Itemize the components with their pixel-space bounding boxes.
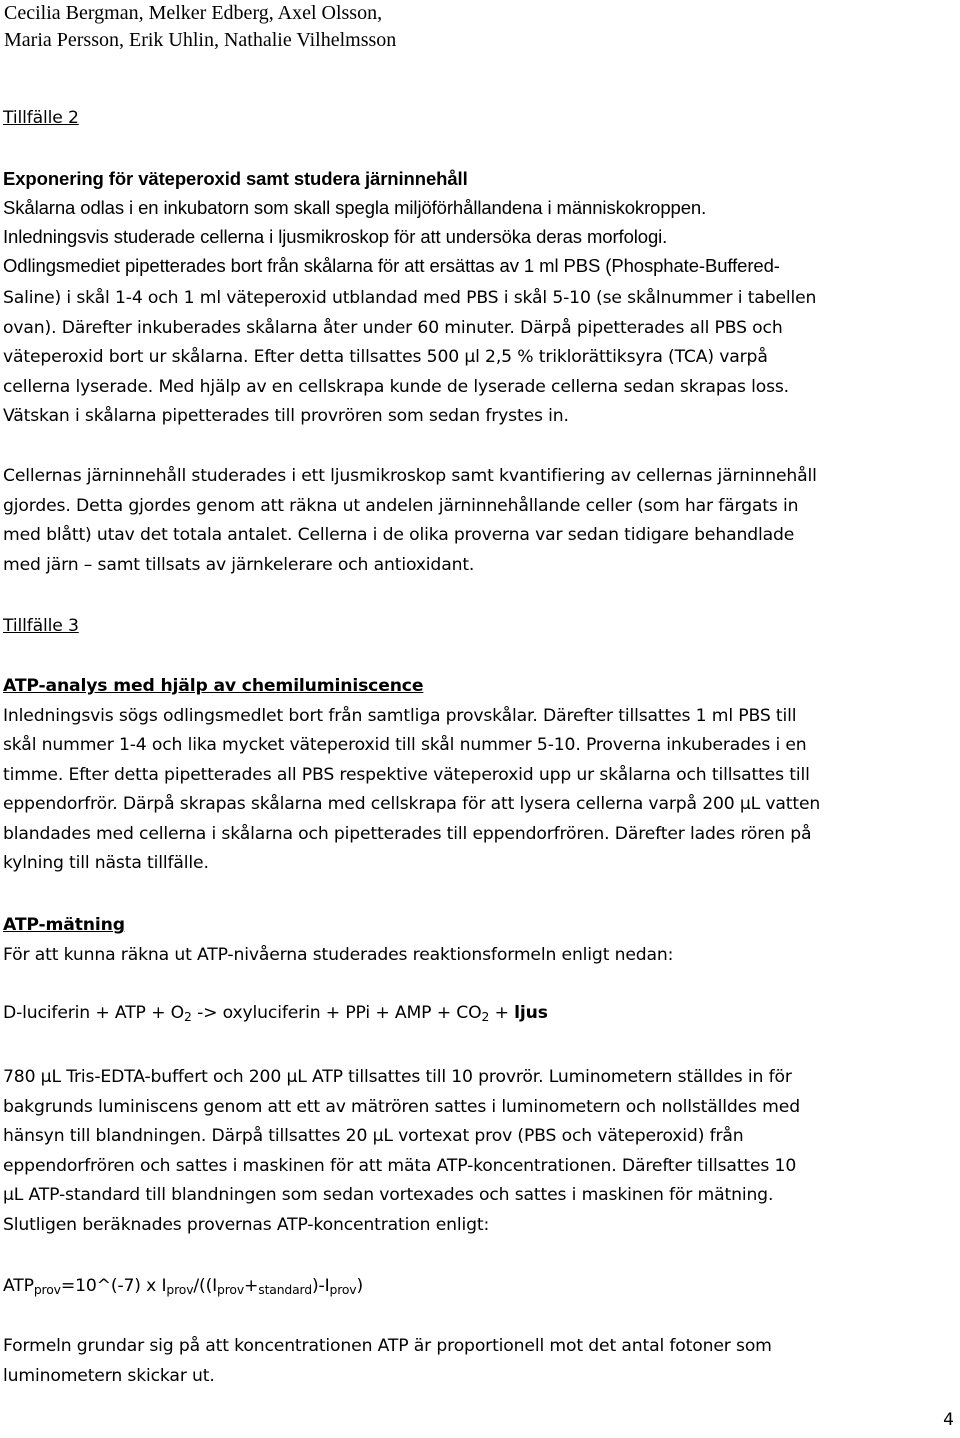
author-line: Cecilia Bergman, Melker Edberg, Axel Olsson, — [4, 2, 383, 24]
text-line: kylning till nästa tillfälle. — [3, 853, 209, 873]
atp-paragraph — [3, 1063, 958, 1240]
text-line: luminometern skickar ut. — [3, 1365, 215, 1386]
text-line: Inledningsvis sögs odlingsmedlet bort från samtliga provskålar. Därefter tillsattes 1 ml PBS till — [3, 705, 797, 726]
text-line: timme. Efter detta pipetterades all PBS respektive väteperoxid upp ur skålarna och tillsattes till — [3, 764, 810, 785]
text-line: väteperoxid bort ur skålarna. Efter detta tillsattes 500 µl 2,5 % triklorättiksyra (TCA) varpå — [3, 347, 768, 367]
text-line: hänsyn till blandningen. Därpå tillsattes 20 µL vortexat prov (PBS och väteperoxid) från — [3, 1126, 744, 1146]
page-number: 4 — [943, 1410, 954, 1430]
text-line: cellerna lyserade. Med hjälp av en cellskrapa kunde de lyserade cellerna sedan skrapas loss. — [3, 376, 789, 397]
text-line: gjordes. Detta gjordes genom att räkna ut andelen järninnehållande celler (som har färgats in — [3, 495, 799, 516]
text-line: med järn – samt tillsats av järnkelerare och antioxidant. — [3, 554, 475, 575]
text-line: µL ATP-standard till blandningen som sedan vortexades och sattes i maskinen för mätning. — [3, 1185, 774, 1205]
session-2-intro — [3, 164, 958, 280]
reaction-formula — [3, 999, 958, 1029]
equation-text: ATP — [3, 1276, 34, 1296]
equation-subscript: prov — [217, 1283, 245, 1297]
text-line: eppendorfrör. Därpå skrapas skålarna med cellskrapa för att lysera cellerna varpå 200 µL vatten — [3, 794, 821, 814]
text-line: bakgrunds luminiscens genom att ett av mätrören sattes i luminometern och nollställdes med — [3, 1096, 800, 1117]
formula-text: D-luciferin + ATP + O — [3, 1003, 185, 1023]
equation-subscript: standard — [258, 1283, 312, 1297]
equation-subscript: prov — [166, 1283, 194, 1297]
author-header — [4, 0, 904, 54]
equation-text: =10^(-7) x I — [60, 1276, 167, 1296]
formula-subscript: 2 — [184, 1010, 192, 1024]
text-line: ovan). Därefter inkuberades skålarna åter under 60 minuter. Därpå pipetterades all PBS och — [3, 317, 783, 338]
text-line: Skålarna odlas i en inkubatorn som skall spegla miljöförhållandena i människokroppen. — [3, 197, 707, 218]
session-3-section — [3, 672, 958, 879]
session-2-heading: Tillfälle 2 — [3, 108, 79, 128]
text-line: Odlingsmediet pipetterades bort från skålarna för att ersättas av 1 ml PBS (Phosphate-Buffered- — [3, 255, 780, 276]
closing-paragraph — [3, 1332, 958, 1391]
session-2-paragraph-2 — [3, 462, 958, 580]
text-line: 780 µL Tris-EDTA-buffert och 200 µL ATP tillsattes till 10 provrör. Luminometern ställdes in för — [3, 1067, 792, 1087]
formula-text: -> oxyluciferin + PPi + AMP + CO — [191, 1003, 482, 1023]
text-line: Cellernas järninnehåll studerades i ett ljusmikroskop samt kvantifiering av cellernas järninnehåll — [3, 466, 817, 486]
equation-text: )-I — [311, 1276, 330, 1296]
text-line: eppendorfrören och sattes i maskinen för att mäta ATP-koncentrationen. Därefter tillsattes 10 — [3, 1155, 797, 1176]
session-2-paragraph-1 — [3, 284, 958, 432]
author-line: Maria Persson, Erik Uhlin, Nathalie Vilhelmsson — [4, 29, 397, 51]
text-line: För att kunna räkna ut ATP-nivåerna studerades reaktionsformeln enligt nedan: — [3, 944, 674, 965]
equation-subscript: prov — [329, 1283, 357, 1297]
session-3-heading: Tillfälle 3 — [3, 616, 79, 636]
section-title: Exponering för väteperoxid samt studera järninnehåll — [3, 168, 468, 189]
section-title: ATP-analys med hjälp av chemiluminiscence — [3, 676, 424, 696]
equation-subscript: prov — [33, 1283, 61, 1297]
text-line: Saline) i skål 1-4 och 1 ml väteperoxid utblandad med PBS i skål 5-10 (se skålnummer i tabellen — [3, 288, 817, 308]
text-line: Slutligen beräknades provernas ATP-koncentration enligt: — [3, 1214, 490, 1235]
formula-bold-text: ljus — [514, 1003, 548, 1023]
text-line: blandades med cellerna i skålarna och pipetterades till eppendorfrören. Därefter lades rören på — [3, 823, 812, 844]
equation-text: + — [244, 1276, 259, 1296]
equation-text: /((I — [193, 1276, 218, 1296]
formula-subscript: 2 — [481, 1010, 490, 1024]
text-line: med blått) utav det totala antalet. Cellerna i de olika proverna var sedan tidigare behandlade — [3, 525, 795, 545]
concentration-equation — [3, 1272, 958, 1302]
section-title: ATP-mätning — [3, 915, 125, 935]
text-line: Vätskan i skålarna pipetterades till provrören som sedan frystes in. — [3, 406, 569, 426]
formula-text: + — [489, 1003, 515, 1023]
equation-text: ) — [356, 1276, 364, 1296]
atp-section — [3, 911, 958, 970]
text-line: skål nummer 1-4 och lika mycket väteperoxid till skål nummer 5-10. Proverna inkuberades i en — [3, 735, 807, 755]
text-line: Formeln grundar sig på att koncentrationen ATP är proportionell mot det antal fotoner som — [3, 1336, 772, 1356]
text-line: Inledningsvis studerade cellerna i ljusmikroskop för att undersöka deras morfologi. — [3, 226, 668, 247]
